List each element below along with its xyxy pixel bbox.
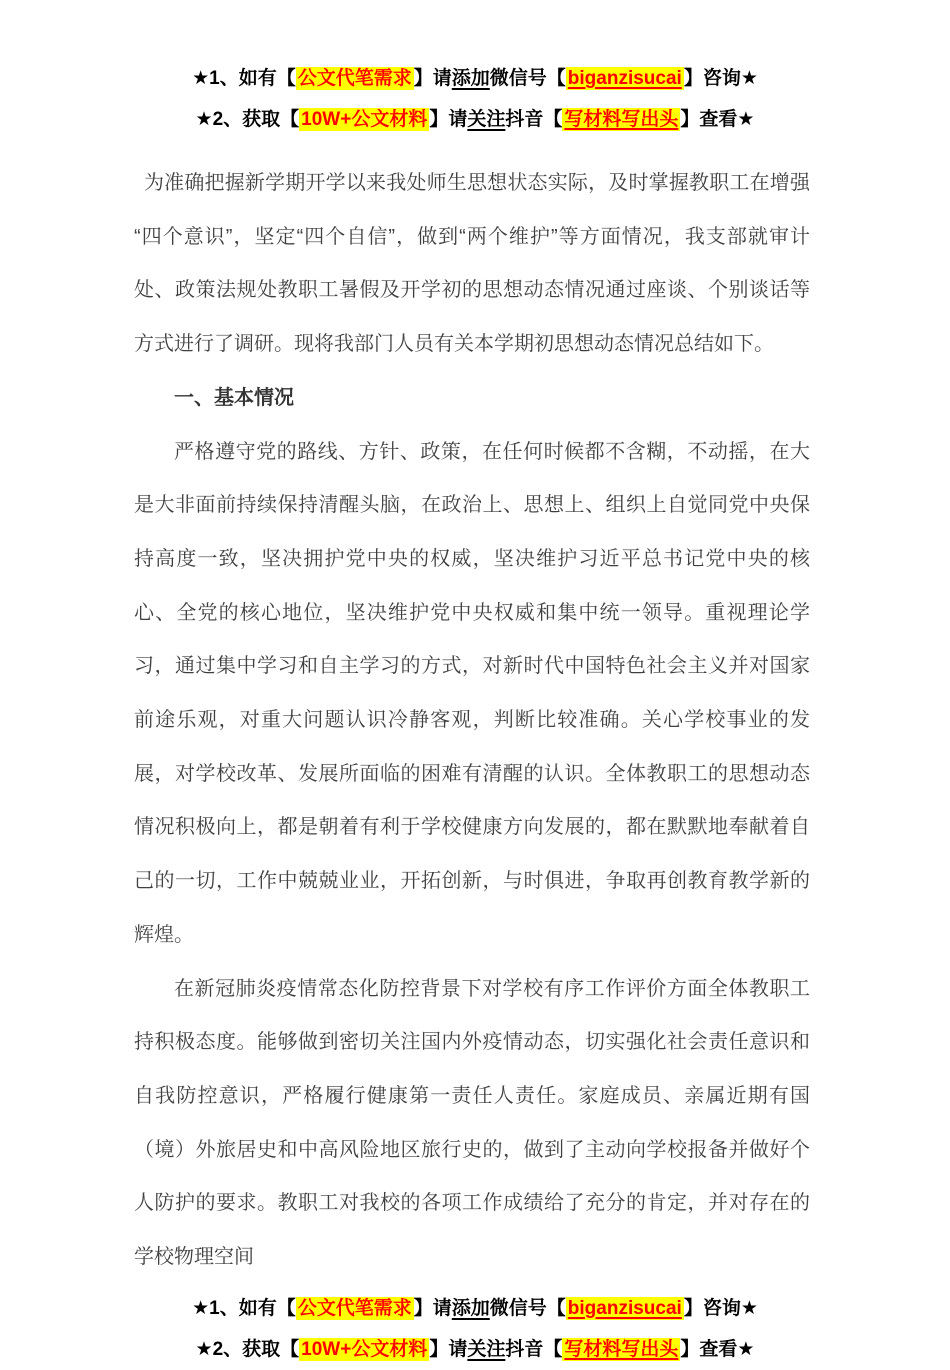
promo-1-channel: 微信号【 bbox=[489, 68, 566, 89]
promo-2-tail: 】查看★ bbox=[680, 109, 755, 130]
promo-1-tail: 】咨询★ bbox=[683, 1297, 758, 1319]
paragraph-basic-situation: 严格遵守党的路线、方针、政策，在任何时候都不含糊，不动摇，在大是大非面前持续保持清醒头脑，在政治上、思想上、组织上自觉同党中央保持高度一致，坚决拥护党中央的权威，坚决维护习近平总书记党中央的核心、全党的核心地位，坚决维护党中央权威和集中统一领导。重视理论学习，通过集中学习和自主学习的方式，对新时代中国特色社会主义并对国家前途乐观，对重大问题认识冷静客观，判断比较准确。关心学校事业的发展，对学校改革、发展所面临的困难有清醒的认识。全体教职工的思想动态情况积极向上，都是朝着有利于学校健康方向发展的，都在默默地奉献着自己的一切，工作中兢兢业业，开拓创新，与时俱进，争取再创教育教学新的辉煌。 bbox=[134, 440, 810, 946]
promo-2-prefix: ★2、获取【 bbox=[195, 109, 300, 130]
promo-line-2-bottom bbox=[0, 1329, 950, 1370]
promo-banner-bottom bbox=[0, 1288, 950, 1370]
promo-2-channel: 抖音【 bbox=[505, 1338, 563, 1360]
promo-line-1-bottom bbox=[0, 1288, 950, 1329]
promo-1-account: biganzisucai bbox=[567, 1297, 682, 1319]
promo-2-channel: 抖音【 bbox=[505, 109, 563, 130]
promo-line-1 bbox=[0, 58, 950, 99]
promo-1-highlight-need: 公文代笔需求 bbox=[297, 1297, 412, 1319]
promo-1-tail: 】咨询★ bbox=[683, 68, 758, 89]
promo-2-action: 关注 bbox=[467, 109, 506, 130]
promo-2-tail: 】查看★ bbox=[680, 1338, 755, 1360]
paragraph-covid-evaluation: 在新冠肺炎疫情常态化防控背景下对学校有序工作评价方面全体教职工持积极态度。能够做到密切关注国内外疫情动态，切实强化社会责任意识和自我防控意识，严格履行健康第一责任人责任。家庭成员、亲属近期有国（境）外旅居史和中高风险地区旅行史的，做到了主动向学校报备并做好个人防护的要求。教职工对我校的各项工作成绩给了充分的肯定，并对存在的学校物理空间 bbox=[134, 977, 810, 1269]
promo-2-prefix: ★2、获取【 bbox=[195, 1338, 300, 1360]
promo-banner-top bbox=[0, 0, 950, 140]
promo-1-highlight-need: 公文代笔需求 bbox=[297, 68, 412, 89]
promo-1-account: biganzisucai bbox=[567, 68, 682, 89]
promo-2-after-need: 】请 bbox=[429, 1338, 468, 1360]
promo-1-after-need: 】请 bbox=[413, 1297, 452, 1319]
promo-1-action: 添加 bbox=[451, 1297, 490, 1319]
promo-2-account: 写材料写出头 bbox=[564, 109, 679, 130]
promo-1-prefix: ★1、如有【 bbox=[192, 1297, 296, 1319]
paragraph-intro: 为准确把握新学期开学以来我处师生思想状态实际，及时掌握教职工在增强“四个意识”，坚定“四个自信”，做到“两个维护”等方面情况，我支部就审计处、政策法规处教职工暑假及开学初的思想动态情况通过座谈、个别谈话等方式进行了调研。现将我部门人员有关本学期初思想动态情况总结如下。 bbox=[134, 172, 810, 356]
promo-line-2 bbox=[0, 99, 950, 140]
promo-1-prefix: ★1、如有【 bbox=[192, 68, 296, 89]
promo-1-after-need: 】请 bbox=[413, 68, 452, 89]
promo-2-highlight-need: 10W+公文材料 bbox=[301, 1338, 428, 1360]
promo-2-account: 写材料写出头 bbox=[564, 1338, 679, 1360]
promo-2-action: 关注 bbox=[467, 1338, 506, 1360]
promo-2-after-need: 】请 bbox=[429, 109, 468, 130]
promo-2-highlight-need: 10W+公文材料 bbox=[301, 109, 428, 130]
document-body bbox=[0, 157, 950, 1285]
section-heading-basic-situation: 一、基本情况 bbox=[174, 386, 294, 409]
promo-1-channel: 微信号【 bbox=[489, 1297, 566, 1319]
promo-1-action: 添加 bbox=[451, 68, 490, 89]
